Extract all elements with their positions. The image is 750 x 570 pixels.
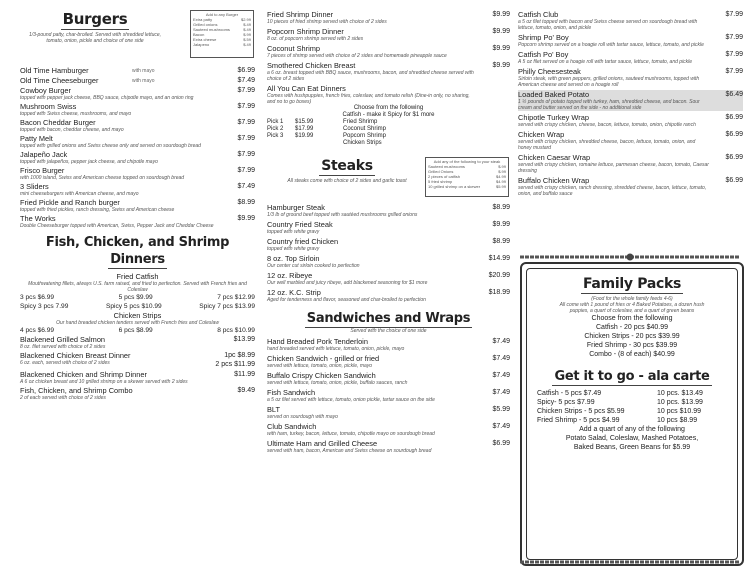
aycte-row bbox=[267, 119, 510, 126]
menu-item-name: Fried Shrimp Dinner bbox=[267, 10, 334, 19]
menu-item bbox=[20, 150, 255, 165]
menu-item-desc: served with lettuce, tomato, onion, pickle, buffalo sauces, ranch bbox=[267, 380, 408, 386]
menu-item-name: Country fried Chicken bbox=[267, 237, 339, 246]
menu-item-price: $7.99 bbox=[725, 34, 743, 41]
menu-item-price: $7.49 bbox=[492, 389, 510, 396]
menu-item-price: $9.99 bbox=[492, 221, 510, 228]
family-pack: Chicken Strips - 20 pcs $39.99 bbox=[584, 333, 680, 340]
addon-name: 5 fried shrimp bbox=[428, 179, 453, 184]
menu-item-desc: topped with Swiss cheese, mushrooms, and mayo bbox=[20, 111, 132, 117]
menu-item bbox=[267, 27, 510, 42]
family-pack: Fried Shrimp - 30 pcs $39.99 bbox=[586, 342, 678, 349]
menu-item-name: Country Fried Steak bbox=[267, 220, 333, 229]
menu-item-desc: A 6 oz chicken breast and 10 grilled shrimp on a skewer served with 2 sides bbox=[20, 379, 188, 385]
menu-item-price: $8.99 bbox=[492, 238, 510, 245]
menu-item-name: The Works bbox=[20, 214, 56, 223]
menu-item-name: 3 Sliders bbox=[20, 182, 49, 191]
family-choose: Choose from the following bbox=[591, 315, 673, 322]
menu-item-desc: a 6 oz. breast topped with BBQ sauce, mushrooms, bacon, and shredded cheese served with choice of 2 sides bbox=[267, 70, 474, 82]
aycte-price: $15.99 bbox=[295, 119, 314, 125]
catfish-price: 3 pcs $6.99 bbox=[20, 294, 55, 301]
middle-column bbox=[267, 10, 510, 456]
catfish-desc: Mouthwatering fillets, always U.S. farm raised, and fried to perfection. Served with French fries and Coleslaw bbox=[28, 281, 247, 293]
menu-item-price: $6.99 bbox=[725, 114, 743, 121]
menu-item bbox=[20, 166, 255, 181]
menu-item bbox=[267, 405, 510, 420]
catfish-price: Spicy 7 pcs $13.99 bbox=[199, 303, 255, 310]
menu-item-desc: hand breaded served with lettuce, tomato, onion, pickle, mayo bbox=[267, 346, 405, 352]
aycte-rows bbox=[267, 119, 510, 147]
menu-item-price: $18.99 bbox=[488, 289, 510, 296]
menu-item-name: Smothered Chicken Breast bbox=[267, 61, 356, 70]
catfish-price: Spicy 3 pcs 7.99 bbox=[20, 303, 69, 310]
menu-item-name: Catfish Po' Boy bbox=[518, 50, 569, 59]
family-title: Family Packs bbox=[582, 276, 682, 292]
menu-item-name: Shrimp Po' Boy bbox=[518, 33, 569, 42]
aycte-choose: Choose from the following bbox=[353, 105, 424, 111]
menu-item bbox=[518, 10, 743, 31]
burger-items bbox=[20, 66, 255, 229]
menu-item-price: $14.99 bbox=[488, 255, 510, 262]
menu-item-price: $7.99 bbox=[237, 119, 255, 126]
togo-price-b: 10 pcs. $13.49 bbox=[657, 390, 703, 397]
menu-item-name: Blackened Chicken Breast Dinner bbox=[20, 351, 131, 360]
catfish-price-row bbox=[20, 293, 255, 302]
aycte-price: $17.99 bbox=[295, 126, 314, 132]
menu-item-price: $8.99 bbox=[237, 199, 255, 206]
menu-item-desc: 8 oz. of popcorn shrimp served with 2 sides bbox=[267, 36, 364, 42]
menu-item-desc: served with lettuce, tomato, onion, pickle, mayo bbox=[267, 363, 373, 369]
menu-item bbox=[20, 102, 255, 117]
menu-item-name: Frisco Burger bbox=[20, 166, 65, 175]
addon-name: Grilled Onions bbox=[428, 169, 454, 174]
addon-name: 2 pieces of catfish bbox=[428, 174, 461, 179]
strips-price-4: 4 pcs $6.99 bbox=[20, 327, 55, 334]
menu-item-price: $7.49 bbox=[492, 355, 510, 362]
rope-divider-bottom bbox=[520, 558, 740, 566]
addon-name: Jalapeno bbox=[193, 42, 210, 47]
menu-item bbox=[518, 33, 743, 48]
menu-item-desc: served on sourdough with mayo bbox=[267, 414, 338, 420]
aycte-item: Coconut Shrimp bbox=[343, 126, 387, 132]
menu-item-desc: Sirloin steak, with green peppers, grilled onions, sauteed mushrooms, topped with American cheese and served on a hoagie roll bbox=[518, 76, 700, 88]
strips-desc: Our hand breaded chicken tenders served with French fries and Coleslaw bbox=[56, 320, 219, 326]
menu-item-price: $6.99 bbox=[725, 131, 743, 138]
menu-item bbox=[20, 118, 255, 133]
menu-item-name: Hamburger Steak bbox=[267, 203, 325, 212]
menu-item-desc: served with crispy chicken, cheese, bacon, lettuce, tomato, onion, chipotle ranch bbox=[518, 122, 696, 128]
menu-item-name: Philly Cheesesteak bbox=[518, 67, 581, 76]
menu-item bbox=[267, 237, 510, 252]
menu-item bbox=[20, 370, 255, 385]
menu-item-name: Coconut Shrimp bbox=[267, 44, 320, 53]
menu-item-price: $6.99 bbox=[725, 177, 743, 184]
menu-item-price: $7.99 bbox=[237, 103, 255, 110]
addon-name: Bacon bbox=[193, 32, 205, 37]
menu-item bbox=[518, 67, 743, 88]
menu-item bbox=[20, 335, 255, 350]
togo-price-a: Chicken Strips - 5 pcs $5.99 bbox=[537, 408, 625, 415]
menu-item-desc: a 5 oz filet served with lettuce, tomato, onion pickle, tartar sauce on the side bbox=[267, 397, 435, 403]
menu-item-desc: topped with white gravy bbox=[267, 229, 320, 235]
addon-price: $4.99 bbox=[495, 179, 506, 184]
menu-item bbox=[20, 386, 255, 401]
addon-name: Grilled onions bbox=[193, 22, 218, 27]
menu-item-name: Old Time Cheeseburger bbox=[20, 76, 99, 85]
menu-item-name: Jalapeño Jack bbox=[20, 150, 68, 159]
menu-item-price: $7.99 bbox=[237, 167, 255, 174]
togo-price-a: Spicy- 5 pcs $7.99 bbox=[537, 399, 595, 406]
aycte-price: $19.99 bbox=[295, 133, 314, 139]
menu-item-price: $7.49 bbox=[492, 338, 510, 345]
menu-item-name: 12 oz. Ribeye bbox=[267, 271, 313, 280]
addon-price: $.99 bbox=[243, 32, 251, 37]
sandwiches-title: Sandwiches and Wraps bbox=[306, 311, 471, 326]
aycte-row bbox=[267, 126, 510, 133]
catfish-price: Spicy 5 pcs $10.99 bbox=[105, 303, 162, 310]
menu-item-desc: A 5 oz filet served on a hoagie roll with tartar sauce, lettuce, tomato, and pickle bbox=[518, 59, 693, 65]
togo-price-b: 10 pcs. $13.99 bbox=[657, 399, 703, 406]
addon-price: $.49 bbox=[243, 42, 251, 47]
menu-item-price: $6.99 bbox=[492, 440, 510, 447]
menu-item bbox=[518, 113, 743, 128]
menu-item-desc: 10 pieces of fried shrimp served with choice of 2 sides bbox=[267, 19, 387, 25]
burger-addons-box bbox=[190, 10, 254, 58]
togo-side-note: Add a quart of any of the following bbox=[579, 426, 685, 433]
aycte-desc: Comes with hushpuppies, french fries, coleslaw, and tomato relish (Dine-in only, no sharing, and no to go boxes) bbox=[267, 93, 470, 105]
togo-row bbox=[527, 416, 737, 425]
menu-item bbox=[267, 203, 510, 218]
aycte-item: Popcorn Shrimp bbox=[343, 133, 387, 139]
menu-item-desc: a 5 oz filet topped with bacon and Swiss cheese served on sourdough bread with lettuce, tomato, onion, and pickle bbox=[518, 19, 698, 31]
family-packs-box bbox=[520, 262, 744, 566]
menu-item-desc: 8 oz. filet served with choice of 2 sides bbox=[20, 344, 106, 350]
addon-price: $.99 bbox=[498, 164, 506, 169]
togo-price-b: 10 pcs $10.99 bbox=[657, 408, 701, 415]
togo-sides-line2: Baked Beans, Green Beans for $5.99 bbox=[573, 444, 691, 451]
burgers-subtitle: 1/3-pound patty, char-broiled. Served with shredded lettuce, tomato, onion, pickle and choice of one side bbox=[28, 32, 162, 44]
menu-item-desc: topped with pepper jack cheese, BBQ sauce, chipotle mayo, and an onion ring bbox=[20, 95, 194, 101]
steak-addons-box bbox=[425, 157, 509, 197]
family-packs-inner bbox=[526, 268, 738, 560]
steaks-title: Steaks bbox=[321, 158, 373, 174]
right-items bbox=[518, 10, 743, 197]
menu-item-price: $7.99 bbox=[725, 11, 743, 18]
menu-item-desc: Double Cheeseburger topped with American, Swiss, Pepper Jack and Cheddar Cheese bbox=[20, 223, 214, 229]
menu-item bbox=[518, 90, 743, 111]
menu-item-price: $7.99 bbox=[725, 51, 743, 58]
menu-item bbox=[20, 182, 255, 197]
togo-row bbox=[527, 398, 737, 407]
menu-item bbox=[518, 153, 743, 174]
menu-item-price: $7.99 bbox=[725, 68, 743, 75]
menu-item-desc: Popcorn shrimp served on a hoagie roll with tartar sauce, lettuce, tomato, and pickle bbox=[518, 42, 704, 48]
addon-price: $4.99 bbox=[495, 174, 506, 179]
menu-item-price: $7.49 bbox=[492, 372, 510, 379]
menu-item-name: Club Sandwich bbox=[267, 422, 317, 431]
menu-item bbox=[20, 198, 255, 213]
menu-item-price: $6.49 bbox=[725, 91, 743, 98]
aycte-row bbox=[267, 133, 510, 140]
menu-item-price: $7.99 bbox=[237, 135, 255, 142]
addon-price: $.49 bbox=[243, 22, 251, 27]
menu-item-name: Fish Sandwich bbox=[267, 388, 316, 397]
aycte-pick: Pick 1 bbox=[267, 119, 284, 125]
togo-title: Get it to go - ala carte bbox=[554, 369, 710, 384]
menu-item bbox=[267, 337, 510, 352]
left-column bbox=[20, 10, 255, 402]
togo-price-a: Fried Shrimp - 5 pcs $4.99 bbox=[537, 417, 620, 424]
menu-item-price: $11.99 bbox=[234, 371, 255, 378]
menu-item-name: Fish, Chicken, and Shrimp Combo bbox=[20, 386, 133, 395]
aycte-item: Fried Shrimp bbox=[343, 119, 378, 125]
menu-item-name: Chicken Caesar Wrap bbox=[518, 153, 591, 162]
menu-item-desc: Aged for tenderness and flavor, seasoned and char-broiled to perfection bbox=[267, 297, 426, 303]
fish-title-line2: Dinners bbox=[110, 252, 165, 267]
menu-item-price: $8.99 bbox=[492, 204, 510, 211]
menu-item-price: $6.99 bbox=[725, 154, 743, 161]
strips-name: Chicken Strips bbox=[113, 311, 162, 320]
menu-item-price: $9.99 bbox=[492, 62, 510, 69]
menu-item bbox=[518, 50, 743, 65]
menu-item-desc: served with crispy chicken, shredded cheese, bacon, lettuce, tomato, onion, and honey mustard bbox=[518, 139, 696, 151]
menu-item-price: $9.99 bbox=[492, 11, 510, 18]
aycte-row bbox=[267, 140, 510, 147]
togo-price-a: Catfish - 5 pcs $7.49 bbox=[537, 390, 602, 397]
menu-item bbox=[20, 214, 255, 229]
addon-price: $.49 bbox=[243, 27, 251, 32]
menu-item-name: Fried Pickle and Ranch burger bbox=[20, 198, 120, 207]
aycte-section bbox=[267, 84, 510, 147]
aycte-spicy: Catfish - make it Spicy for $1 more bbox=[342, 112, 435, 118]
menu-item-desc: topped with jalapeños, pepper jack cheese, and chipotle mayo bbox=[20, 159, 158, 165]
menu-item-name: Catfish Club bbox=[518, 10, 559, 19]
menu-item-desc: with 1000 island, Swiss and American cheese topped on sourdough bread bbox=[20, 175, 185, 181]
aycte-price bbox=[295, 140, 343, 147]
menu-item-price: $9.49 bbox=[237, 387, 255, 394]
menu-item-desc: topped with bacon, cheddar cheese, and mayo bbox=[20, 127, 124, 133]
menu-item-desc: mini cheeseburgers with American cheese, and mayo bbox=[20, 191, 139, 197]
menu-item-note: with mayo bbox=[132, 78, 155, 84]
menu-item-name: Chicken Sandwich - grilled or fried bbox=[267, 354, 380, 363]
menu-item-name: Blackened Grilled Salmon bbox=[20, 335, 106, 344]
menu-item-name: Loaded Baked Potato bbox=[518, 90, 590, 99]
menu-item-desc: Our center cut sirloin cooked to perfection bbox=[267, 263, 360, 269]
middle-top-items bbox=[267, 10, 510, 82]
steak-addons-title: Add any of the following to your steak bbox=[433, 159, 501, 164]
family-pack: Combo - (8 of each) $40.99 bbox=[589, 351, 675, 358]
togo-price-b: 10 pcs $8.99 bbox=[657, 417, 698, 424]
strips-price-8: 8 pcs $10.99 bbox=[217, 327, 255, 334]
menu-item bbox=[518, 130, 743, 151]
menu-item-name: Mushroom Swiss bbox=[20, 102, 77, 111]
menu-item-desc: served with crispy chicken, romaine lettuce, parmesan cheese, bacon, tomato, Caesar dressing bbox=[518, 162, 709, 174]
catfish-prices bbox=[20, 293, 255, 311]
menu-item-desc: topped with white gravy bbox=[267, 246, 320, 252]
menu-item-name: Chipotle Turkey Wrap bbox=[518, 113, 589, 122]
aycte-pick: Pick 2 bbox=[267, 126, 284, 132]
menu-item bbox=[267, 288, 510, 303]
menu-item bbox=[20, 134, 255, 149]
addon-name: Extra cheese bbox=[193, 37, 217, 42]
menu-item-name: Cowboy Burger bbox=[20, 86, 71, 95]
fish-items bbox=[20, 335, 255, 401]
menu-item-price: 1pc $8.99 bbox=[224, 352, 255, 359]
menu-item-price-2: 2 pcs $11.99 bbox=[215, 361, 255, 368]
addon-name: 10 grilled shrimp on a skewer bbox=[428, 184, 481, 189]
menu-item bbox=[267, 10, 510, 25]
steaks-subtitle: All steaks come with choice of 2 sides and garlic toast bbox=[287, 178, 407, 184]
fish-title-line1: Fish, Chicken, and Shrimp bbox=[45, 235, 230, 250]
menu-item-name: Bacon Cheddar Burger bbox=[20, 118, 96, 127]
menu-item-desc: with ham, turkey, bacon, lettuce, tomato, chipotle mayo on sourdough bread bbox=[267, 431, 435, 437]
menu-item-price: $9.99 bbox=[492, 28, 510, 35]
menu-item-desc-2: 6 oz. each, served with choice of 2 sides bbox=[20, 360, 110, 366]
menu-item bbox=[267, 354, 510, 369]
menu-item-price: $9.99 bbox=[492, 45, 510, 52]
togo-row bbox=[527, 407, 737, 416]
menu-item-name: 8 oz. Top Sirloin bbox=[267, 254, 320, 263]
steak-addons-list bbox=[428, 164, 506, 189]
menu-item bbox=[267, 422, 510, 437]
addon-row bbox=[193, 42, 251, 47]
family-pack: Catfish - 20 pcs $40.99 bbox=[596, 324, 668, 331]
menu-item bbox=[267, 439, 510, 454]
catfish-name: Fried Catfish bbox=[116, 272, 159, 281]
menu-item-desc: 7 pieces of shrimp served with choice of 2 sides and homemade pineapple sauce bbox=[267, 53, 447, 59]
addon-name: Sauteed mushrooms bbox=[193, 27, 230, 32]
aycte-name: All You Can Eat Dinners bbox=[267, 84, 346, 93]
menu-item-desc: Our well marbled and juicy ribeye, add blackened seasoning for $1 more bbox=[267, 280, 428, 286]
menu-item bbox=[20, 76, 255, 85]
menu-item-name: Ultimate Ham and Grilled Cheese bbox=[267, 439, 378, 448]
menu-item-name: Buffalo Crispy Chicken Sandwich bbox=[267, 371, 376, 380]
menu-item-desc: 1 ½ pounds of potato topped with turkey, ham, shredded cheese, and bacon. Sour cream and butter served on the side - no additional side bbox=[518, 99, 700, 111]
togo-rows bbox=[527, 389, 737, 425]
menu-item-extra bbox=[20, 360, 255, 369]
sandwich-items bbox=[267, 337, 510, 454]
menu-item-desc: topped with fried pickles, ranch dressing, Swiss and American cheese bbox=[20, 207, 175, 213]
family-subtitle: (Food for the whole family feeds 4-6) bbox=[591, 296, 673, 302]
menu-item-name: Patty Melt bbox=[20, 134, 53, 143]
addon-price: $5.99 bbox=[495, 184, 506, 189]
addon-name: Sauteed mushrooms bbox=[428, 164, 465, 169]
addon-price: $2.99 bbox=[240, 17, 251, 22]
menu-item-price: $13.99 bbox=[233, 336, 255, 343]
menu-item-desc: topped with grilled onions and Swiss cheese only and served on sourdough bread bbox=[20, 143, 201, 149]
addon-price: $.59 bbox=[243, 37, 251, 42]
menu-item-price: $20.99 bbox=[488, 272, 510, 279]
menu-item bbox=[518, 176, 743, 197]
burger-addons-title: Add to any Burger bbox=[205, 12, 239, 17]
catfish-price-row bbox=[20, 302, 255, 311]
strips-price-6: 6 pcs $8.99 bbox=[118, 327, 153, 334]
aycte-pick bbox=[267, 140, 295, 147]
menu-item bbox=[267, 254, 510, 269]
family-pack-list bbox=[527, 323, 737, 359]
strips-prices bbox=[20, 326, 255, 335]
menu-item bbox=[267, 388, 510, 403]
menu-item-name: Chicken Wrap bbox=[518, 130, 565, 139]
menu-item bbox=[267, 61, 510, 82]
right-column bbox=[518, 10, 743, 199]
addon-price: $.99 bbox=[498, 169, 506, 174]
steak-items bbox=[267, 203, 510, 303]
menu-item-price: $7.99 bbox=[237, 151, 255, 158]
menu-item-price: $7.99 bbox=[237, 87, 255, 94]
menu-item-price: $5.99 bbox=[492, 406, 510, 413]
catfish-price: 7 pcs $12.99 bbox=[217, 294, 255, 301]
menu-item-name: Buffalo Chicken Wrap bbox=[518, 176, 590, 185]
menu-item bbox=[267, 271, 510, 286]
menu-item-name: Old Time Hamburger bbox=[20, 66, 89, 75]
menu-item-name: 12 oz. K.C. Strip bbox=[267, 288, 321, 297]
addon-row bbox=[428, 184, 506, 189]
menu-item bbox=[20, 86, 255, 101]
addon-name: Extra patty bbox=[193, 17, 213, 22]
menu-item bbox=[20, 66, 255, 75]
menu-item-desc: 1/3 lb of ground beef topped with sautéed mushrooms grilled onions bbox=[267, 212, 418, 218]
catfish-price: 5 pcs $9.99 bbox=[118, 294, 153, 301]
menu-item-price: $9.99 bbox=[237, 215, 255, 222]
menu-item-note: with mayo bbox=[132, 68, 155, 74]
sandwiches-subtitle: Served with the choice of one side bbox=[350, 328, 427, 334]
burger-addons-list bbox=[193, 17, 251, 47]
menu-item-price: $7.49 bbox=[237, 183, 255, 190]
menu-item-name: Popcorn Shrimp Dinner bbox=[267, 27, 344, 36]
menu-item-name: Hand Breaded Pork Tenderloin bbox=[267, 337, 368, 346]
aycte-item: Chicken Strips bbox=[343, 140, 382, 146]
menu-item-price: $7.49 bbox=[492, 423, 510, 430]
rope-divider bbox=[520, 253, 740, 261]
menu-item-desc: served with crispy chicken, ranch dressing, shredded cheese, bacon, lettuce, tomato, onion, and buffalo sauce bbox=[518, 185, 707, 197]
family-desc: All come with 1 pound of fries or 4 Baked Potatoes, a dozen hush puppies, a quart of coleslaw, and a quart of green beans bbox=[559, 302, 705, 314]
menu-item bbox=[267, 371, 510, 386]
aycte-pick: Pick 3 bbox=[267, 133, 284, 139]
menu-item bbox=[20, 351, 255, 369]
menu-item-desc: served with ham, bacon, American and Swiss cheese on sourdough bread bbox=[267, 448, 432, 454]
menu-item bbox=[267, 44, 510, 59]
togo-row bbox=[527, 389, 737, 398]
togo-sides-line1: Potato Salad, Coleslaw, Mashed Potatoes, bbox=[565, 435, 699, 442]
menu-item-name: Blackened Chicken and Shrimp Dinner bbox=[20, 370, 147, 379]
menu-item-price: $6.99 bbox=[237, 67, 255, 74]
menu-item-name: BLT bbox=[267, 405, 281, 414]
menu-item-desc: 2 of each served with choice of 2 sides bbox=[20, 395, 106, 401]
menu-item bbox=[267, 220, 510, 235]
menu-item-price: $7.49 bbox=[237, 77, 255, 84]
burgers-title: Burgers bbox=[62, 10, 128, 28]
